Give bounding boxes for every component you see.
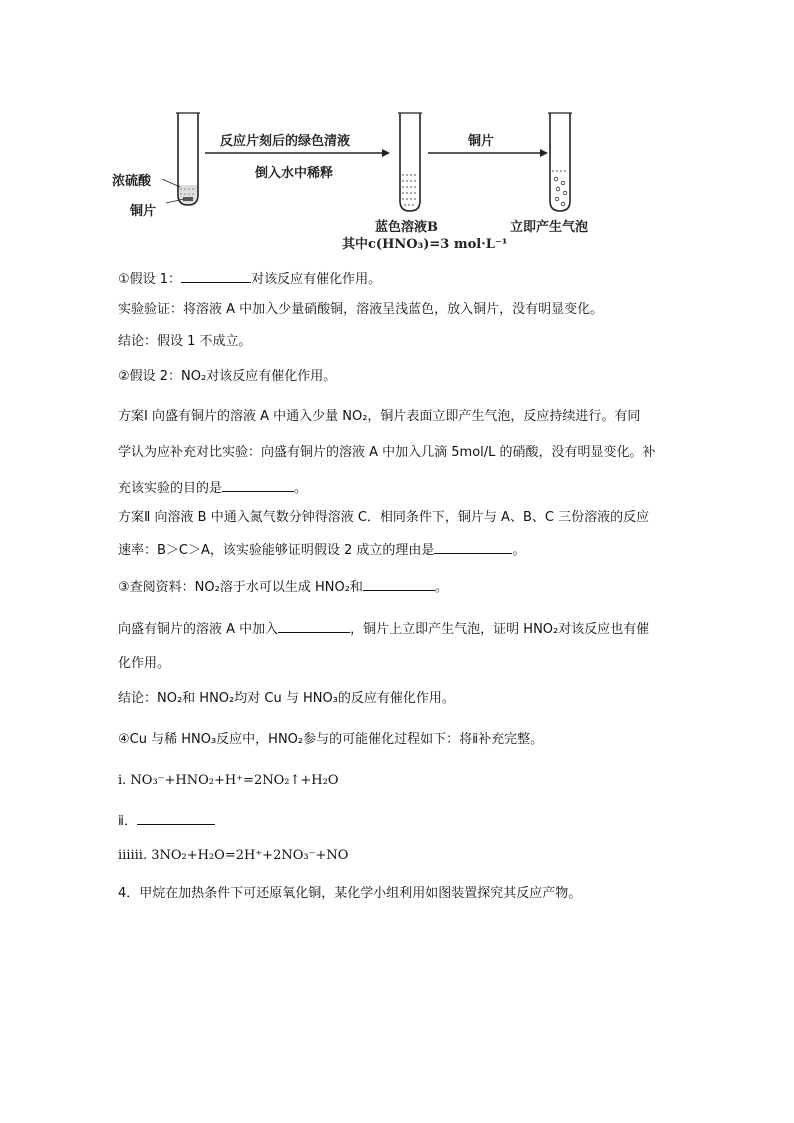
purpose-prefix: 充该实验的目的是 bbox=[118, 481, 223, 496]
tube2-caption: 蓝色溶液B bbox=[375, 220, 438, 235]
scheme-1-line-3 bbox=[118, 477, 307, 499]
add-reagent-prefix: 向盛有铜片的溶液 A 中加入 bbox=[118, 622, 279, 637]
hypothesis-1-suffix: 对该反应有催化作用。 bbox=[251, 272, 382, 287]
mechanism-intro-line: ④Cu 与稀 HNO₃反应中，HNO₂参与的可能催化过程如下：将ⅱ补充完整。 bbox=[118, 732, 544, 747]
test-tube-2 bbox=[398, 113, 422, 211]
label-copper: 铜片 bbox=[130, 204, 157, 219]
add-reagent-line bbox=[118, 618, 649, 640]
answer-blank-3[interactable] bbox=[434, 539, 512, 554]
step-iii-equation: ⅲⅱi. 3NO₂+H₂O=2H⁺+2NO₃⁻+NO bbox=[118, 848, 349, 863]
label-conc-h2so4: 浓硫酸 bbox=[112, 174, 152, 189]
arrow-2 bbox=[428, 149, 548, 157]
purpose-suffix: 。 bbox=[294, 481, 308, 496]
tube3-caption: 立即产生气泡 bbox=[510, 220, 589, 235]
question-4-line: 4．甲烷在加热条件下可还原氧化铜，某化学小组利用如图装置探究其反应产物。 bbox=[118, 886, 582, 901]
scheme-1-line-1: 方案Ⅰ 向盛有铜片的溶液 A 中通入少量 NO₂，铜片表面立即产生气泡，反应持续进行。有同 bbox=[118, 409, 641, 424]
answer-blank-1[interactable] bbox=[181, 268, 251, 283]
answer-blank-5[interactable] bbox=[278, 618, 350, 633]
verification-line: 实验验证：将溶液 A 中加入少量硝酸铜，溶液呈浅蓝色，放入铜片，没有明显变化。 bbox=[118, 302, 604, 317]
conclusion-1-line: 结论：假设 1 不成立。 bbox=[118, 334, 252, 349]
tube2-concentration: 其中c(HNO₃)=3 mol·L⁻¹ bbox=[342, 237, 508, 252]
hypothesis-1-line bbox=[118, 268, 381, 290]
lookup-suffix: 。 bbox=[434, 580, 448, 595]
test-tube-1 bbox=[162, 113, 200, 205]
scheme-2-line-2 bbox=[118, 539, 525, 561]
answer-blank-4[interactable] bbox=[363, 576, 435, 591]
hypothesis-2-line: ②假设 2：NO₂对该反应有催化作用。 bbox=[118, 369, 337, 384]
lookup-line bbox=[118, 576, 448, 598]
arrow-1 bbox=[205, 149, 390, 157]
answer-blank-2[interactable] bbox=[222, 477, 294, 492]
hypothesis-1-prefix: ①假设 1： bbox=[118, 272, 182, 287]
arrow1-bottom-text: 倒入水中稀释 bbox=[255, 166, 334, 181]
add-reagent-suffix: ，铜片上立即产生气泡，证明 HNO₂对该反应也有催 bbox=[350, 622, 650, 637]
conclusion-2-line: 结论：NO₂和 HNO₂均对 Cu 与 HNO₃的反应有催化作用。 bbox=[118, 691, 455, 706]
answer-blank-6[interactable] bbox=[137, 810, 215, 825]
step-ii-line bbox=[118, 810, 215, 832]
reason-prefix: 速率：B＞C＞A，该实验能够证明假设 2 成立的理由是 bbox=[118, 543, 435, 558]
lookup-prefix: ③查阅资料：NO₂溶于水可以生成 HNO₂和 bbox=[118, 580, 363, 595]
apparatus-diagram bbox=[110, 105, 670, 255]
step-ii-label: ⅱ． bbox=[118, 814, 137, 829]
arrow2-top-text: 铜片 bbox=[468, 134, 495, 149]
scheme-1-line-2: 学认为应补充对比实验：向盛有铜片的溶液 A 中加入几滴 5mol/L 的硝酸，没有明显变化。补 bbox=[118, 445, 656, 460]
reason-suffix: 。 bbox=[512, 543, 526, 558]
test-tube-3 bbox=[548, 113, 572, 211]
arrow1-top-text: 反应片刻后的绿色清液 bbox=[220, 134, 351, 149]
scheme-2-line-1: 方案Ⅱ 向溶液 B 中通入氮气数分钟得溶液 C．相同条件下，铜片与 A、B、C 三份溶液的反应 bbox=[118, 510, 650, 525]
experiment-figure bbox=[110, 105, 670, 255]
catalysis-line: 化作用。 bbox=[118, 656, 171, 671]
step-i-equation: i. NO₃⁻+HNO₂+H⁺=2NO₂↑+H₂O bbox=[118, 773, 339, 788]
